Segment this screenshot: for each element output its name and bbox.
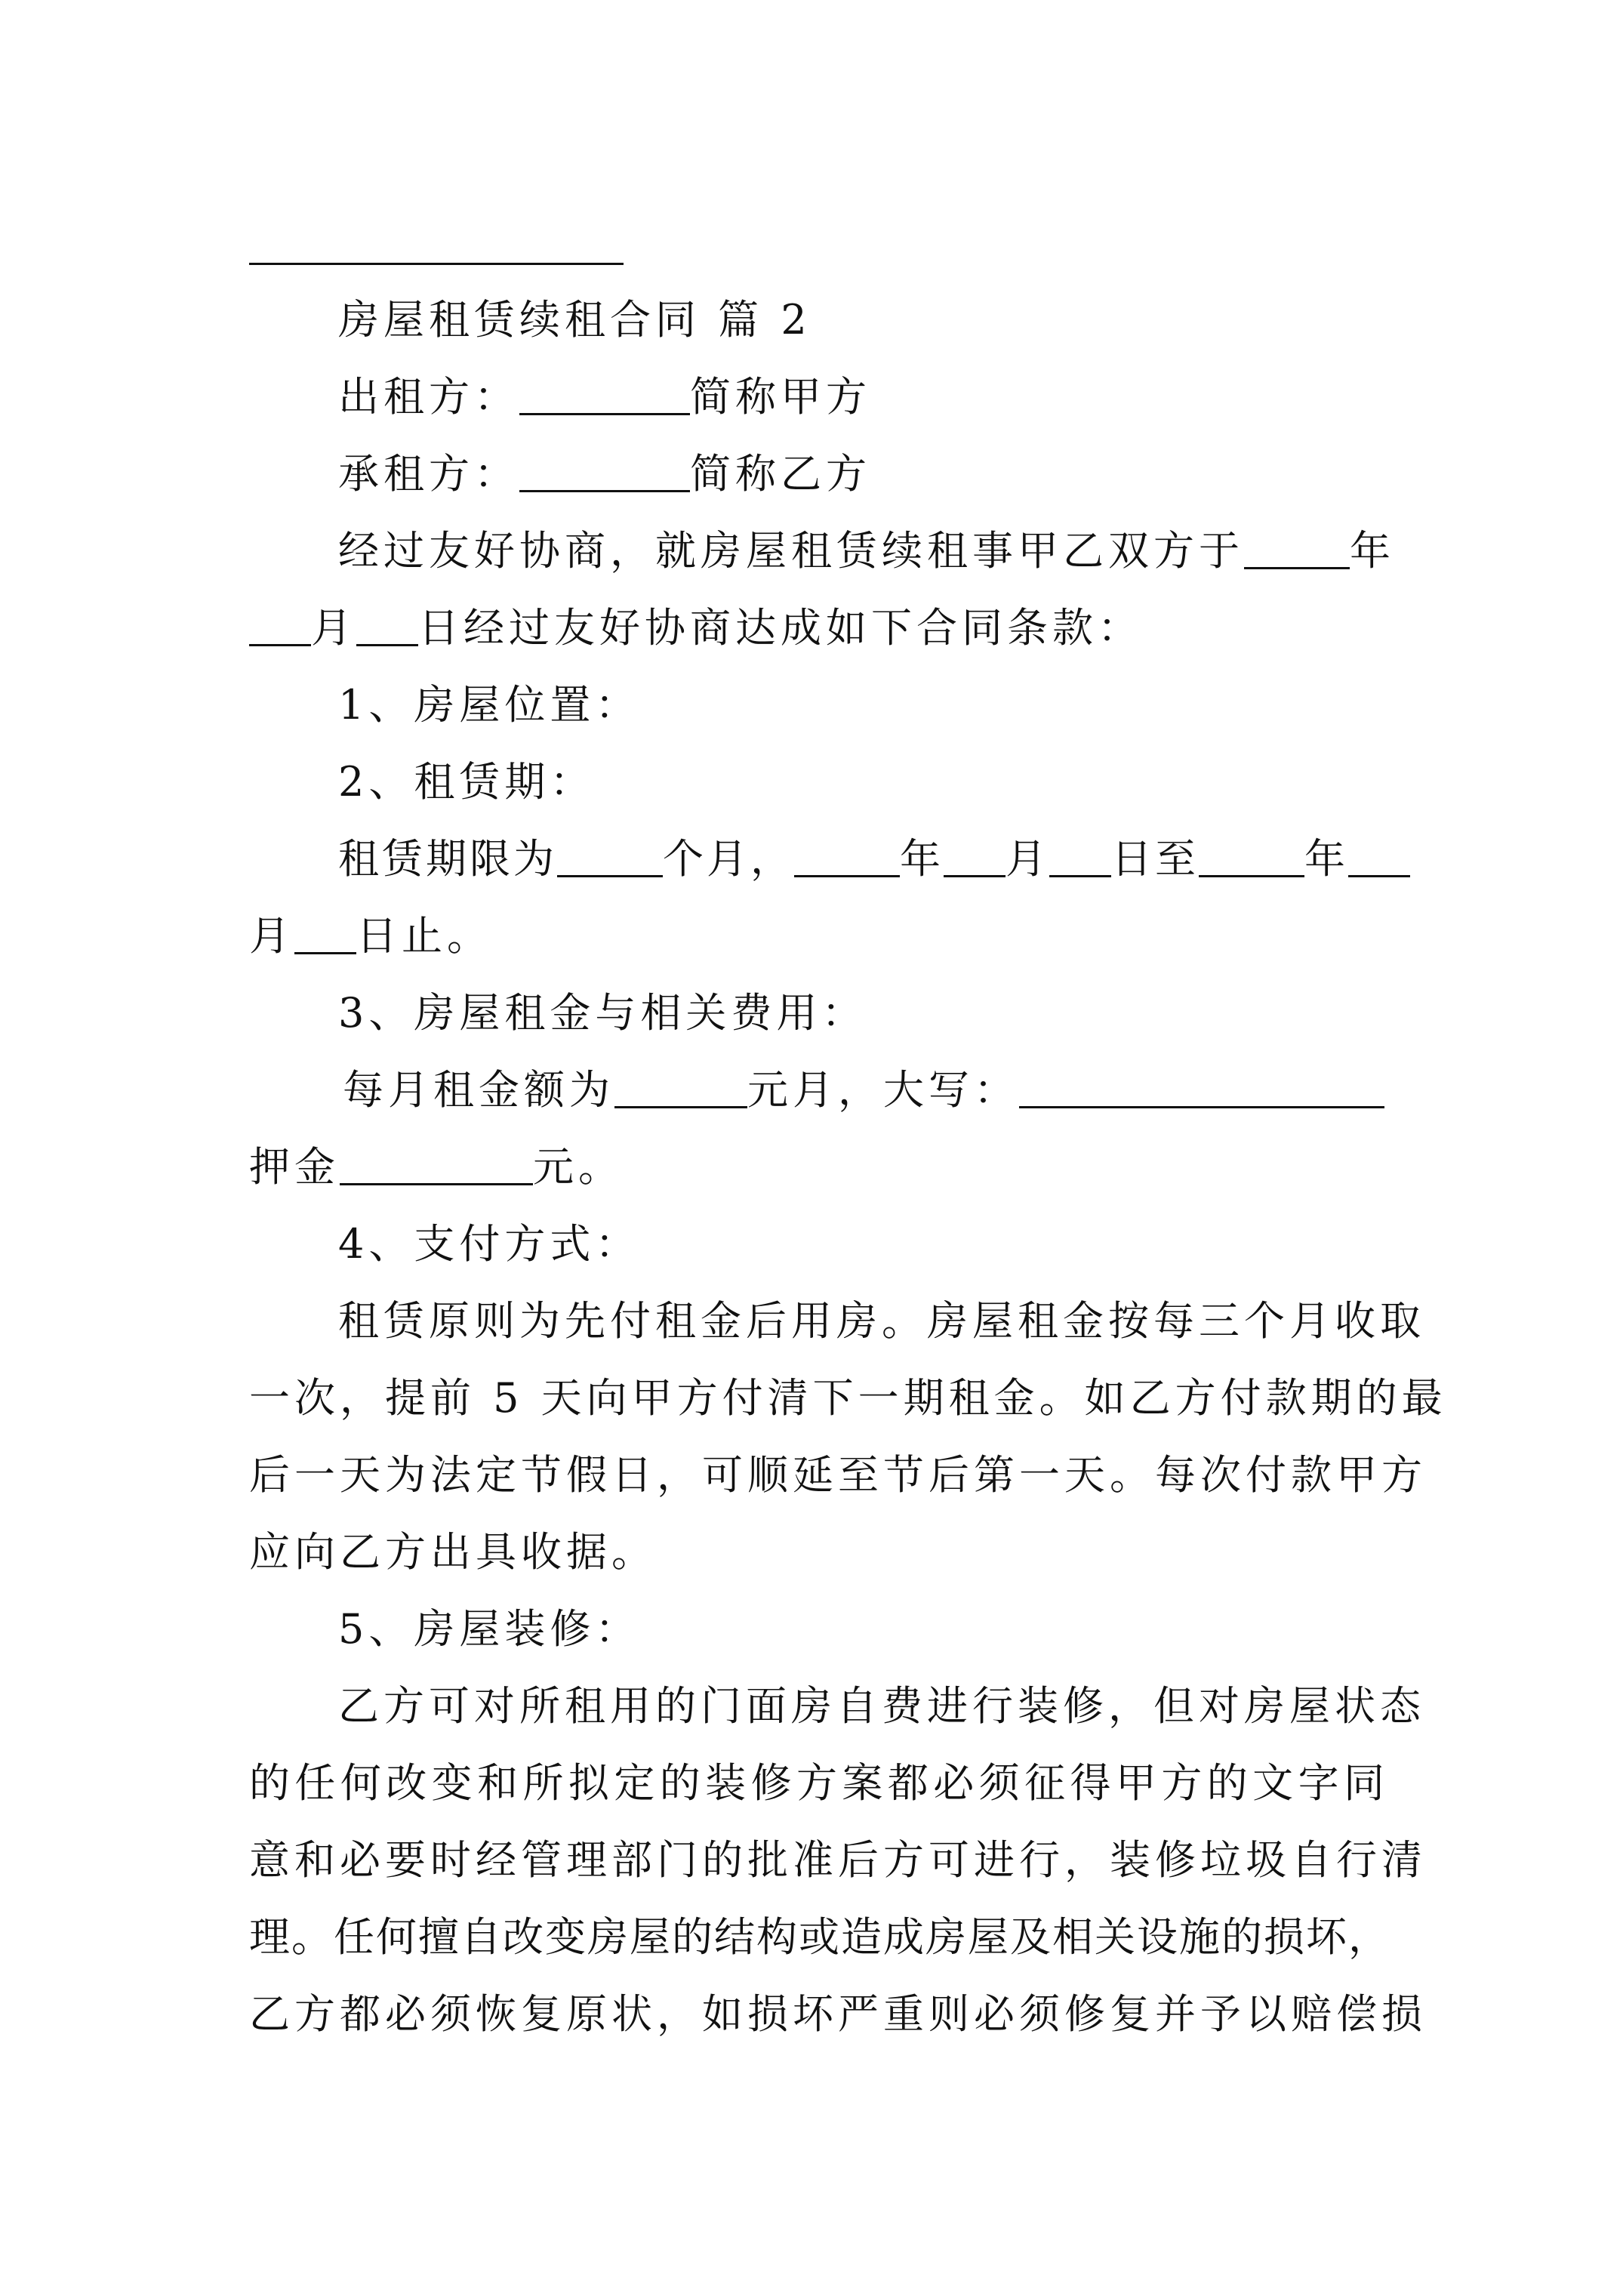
- lease-term-line-2: [249, 898, 1389, 974]
- decoration-line-1: 乙方可对所租用的门面房自费进行装修，但对房屋状态: [338, 1682, 1425, 1730]
- document-title: 房屋租赁续租合同 篇 2: [338, 296, 812, 344]
- intro-month-blank: [249, 605, 311, 646]
- lease-end-year-label: 年: [1304, 835, 1348, 883]
- lease-start-day-label: 日至: [1111, 835, 1199, 883]
- lessor-blank: [519, 374, 690, 415]
- rent-line: [249, 1052, 1389, 1128]
- rent-capital-blank: [1019, 1067, 1384, 1108]
- lease-start-year-blank: [794, 836, 900, 877]
- lessee-label: 承租方：: [338, 450, 519, 498]
- deposit-unit: 元。: [533, 1143, 624, 1191]
- rent-amount-label: 每月租金额为: [343, 1066, 614, 1114]
- payment-line-4: 应向乙方出具收据。: [249, 1528, 657, 1576]
- lease-end-month-blank: [1348, 836, 1410, 877]
- top-rule: [249, 263, 624, 265]
- deposit-line: [249, 1130, 1389, 1205]
- decoration-line-4: 理。任何擅自改变房屋的结构或造成房屋及相关设施的损坏，: [249, 1913, 1390, 1961]
- lessor-label: 出租方：: [338, 373, 519, 421]
- lessee-suffix: 简称乙方: [690, 450, 871, 498]
- section-3-heading: 3、房屋租金与相关费用：: [338, 989, 867, 1037]
- payment-line-1: 租赁原则为先付租金后用房。房屋租金按每三个月收取: [338, 1297, 1425, 1345]
- lessor-line: [249, 359, 1389, 435]
- payment-line-2: 一次，提前 5 天向甲方付清下一期租金。如乙方付款期的最: [249, 1374, 1447, 1422]
- intro-text: 经过友好协商，就房屋租赁续租事甲乙双方于: [338, 527, 1244, 575]
- lease-months-label: 个月，: [663, 835, 794, 883]
- intro-line-1: [249, 513, 1395, 589]
- intro-year-label: 年: [1350, 527, 1395, 575]
- decoration-line-2: 的任何改变和所拟定的装修方案都必须征得甲方的文字同: [249, 1759, 1389, 1807]
- intro-line-2: [249, 590, 1389, 666]
- lessor-suffix: 简称甲方: [690, 373, 871, 421]
- section-2-heading: 2、租赁期：: [338, 758, 596, 806]
- lease-end-day-label: 日止。: [356, 912, 492, 960]
- deposit-blank: [340, 1144, 533, 1185]
- decoration-line-5: 乙方都必须恢复原状，如损坏严重则必须修复并予以赔偿损: [249, 1990, 1427, 2038]
- decoration-line-3: 意和必要时经管理部门的批准后方可进行，装修垃圾自行清: [249, 1836, 1427, 1884]
- lease-start-year-label: 年: [900, 835, 944, 883]
- intro-rest: 日经过友好协商达成如下合同条款：: [418, 604, 1143, 652]
- lease-end-year-blank: [1199, 836, 1304, 877]
- lessee-blank: [519, 451, 690, 492]
- lease-term-label: 租赁期限为: [338, 835, 557, 883]
- lease-start-month-label: 月: [1006, 835, 1049, 883]
- intro-year-blank: [1244, 528, 1350, 569]
- lessee-line: [249, 436, 1389, 512]
- intro-day-blank: [356, 605, 418, 646]
- rent-amount-blank: [614, 1067, 747, 1108]
- intro-month-label: 月: [311, 604, 356, 652]
- payment-line-3: 后一天为法定节假日，可顺延至节后第一天。每次付款甲方: [249, 1451, 1427, 1499]
- section-4-heading: 4、支付方式：: [338, 1220, 641, 1268]
- section-5-heading: 5、房屋装修：: [338, 1605, 641, 1653]
- rent-capital-label: 元月，大写：: [747, 1066, 1019, 1114]
- deposit-label: 押金: [249, 1143, 340, 1191]
- lease-start-day-blank: [1049, 836, 1111, 877]
- section-1-heading: 1、房屋位置：: [338, 681, 641, 729]
- lease-start-month-blank: [944, 836, 1006, 877]
- lease-end-day-blank: [294, 913, 356, 954]
- lease-term-line-1: [249, 821, 1389, 897]
- lease-months-blank: [557, 836, 663, 877]
- lease-end-month-label: 月: [249, 912, 294, 960]
